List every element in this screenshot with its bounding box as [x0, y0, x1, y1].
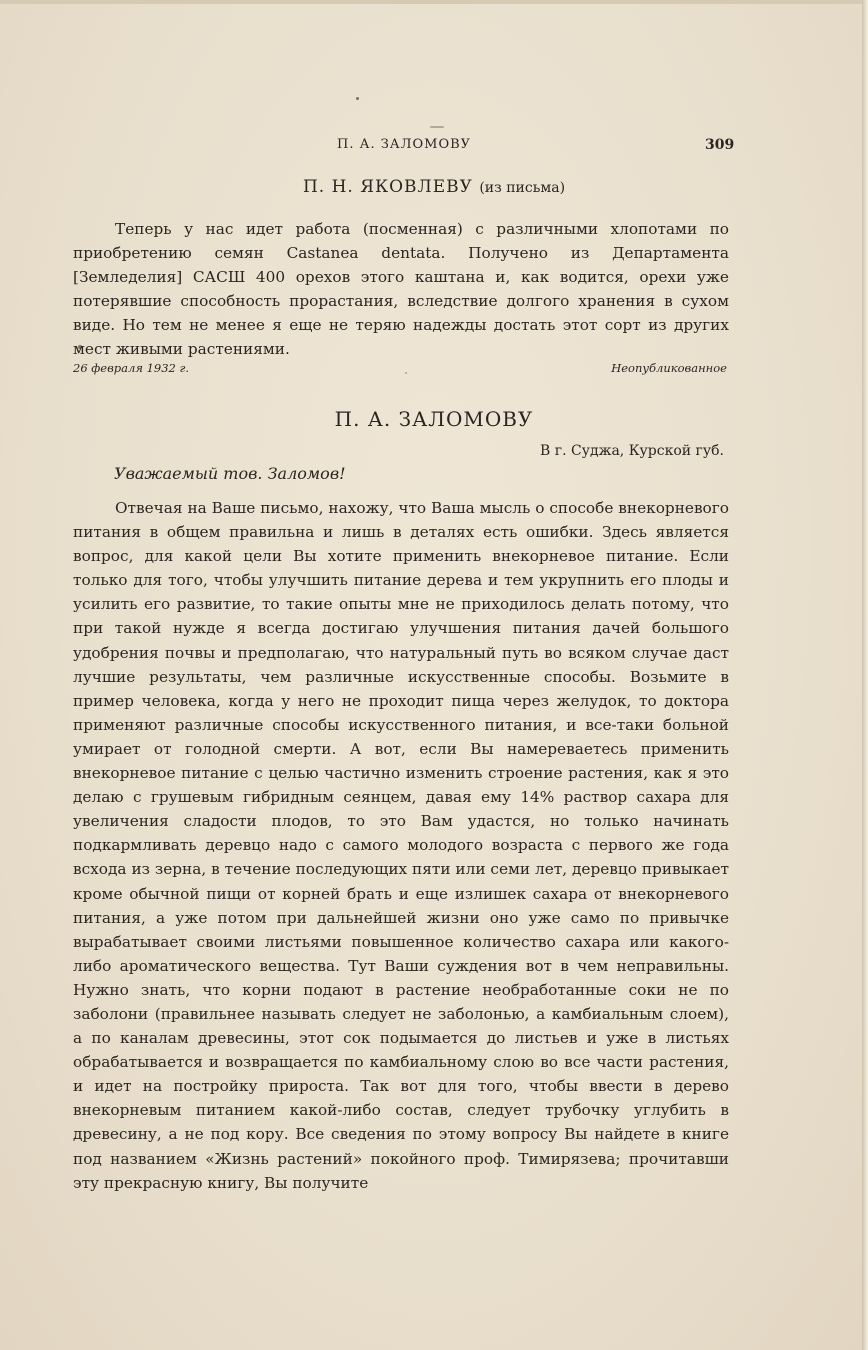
page-number: 309 [705, 137, 735, 153]
letter1-meta [73, 361, 727, 379]
letter1-date: 26 февраля 1932 г. [73, 361, 189, 375]
letter2-address: В г. Суджа, Курской губ. [540, 443, 724, 459]
ink-speck [356, 97, 359, 100]
letter1-publication-status: Неопубликованное [611, 361, 727, 375]
letter1-body: Теперь у нас идет работа (посменная) с различными хлопотами по приобретению семян Castanea dentata. Получено из Департамента [Земледелия] САСШ 400 орехов этого каштана и, как водится, орехи уже потерявшие способность прорастания, вследствие долгого хранения в сухом виде. Но тем не менее я еще не теряю надежды достать этот сорт из других мест живыми растениями. [73, 220, 729, 359]
letter2-salutation: Уважаемый тов. Заломов! [114, 464, 346, 483]
running-head [0, 137, 868, 157]
letter1-heading [0, 177, 868, 197]
page-right-edge [862, 0, 868, 1350]
page-top-edge [0, 0, 868, 4]
letter1-heading-note: (из письма) [479, 180, 566, 196]
running-title: П. А. ЗАЛОМОВУ [337, 137, 472, 152]
ink-speck [430, 126, 444, 128]
letter1-recipient: П. Н. ЯКОВЛЕВУ [302, 177, 473, 197]
letter2-body: Отвечая на Ваше письмо, нахожу, что Ваша мысль о способе внекорневого питания в общем правильна и лишь в деталях есть ошибки. Здесь является вопрос, для какой цели Вы хотите применить внекорневое питание. Если только для того, чтобы улучшить питание дерева и тем укрупнить его плоды и усилить его развитие, то такие опыты мне не приходилось делать потому, что при такой нужде я всегда достигаю улучшения питания дачей большого удобрения почвы и предполагаю, что натуральный путь во всяком случае даст лучшие результаты, чем различные искусственные способы. Возьмите в пример человека, когда у него не проходит пища через желудок, то доктора применяют различные способы искусственного питания, и все-таки больной умирает от голодной смерти. А вот, если Вы намереваетесь применить внекорневое питание с целью частично изменить строение растения, как я это делаю с грушевым гибридным сеянцем, давая ему 14% раствор сахара для увеличения сладости плодов, то это Вам удастся, но только начинать подкармливать деревцо надо с самого молодого возраста с первого же года всхода из зерна, в течение последующих пяти или семи лет, деревцо привыкает кроме обычной пищи от корней брать и еще излишек сахара от внекорневого питания, а уже потом при дальнейшей жизни оно уже само по привычке вырабатывает своими листьями повышенное количество сахара или какого-либо ароматического вещества. Тут Ваши суждения вот в чем неправильны. Нужно знать, что корни подают в растение необработанные соки не по заболони (правильнее называть следует не заболонью, а камбиальным слоем), а по каналам древесины, этот сок подымается до листьев и уже в листьях обрабатывается и возвращается по камбиальному слою во все части растения, и идет на постройку прироста. Так вот для того, чтобы ввести в дерево внекорневым питанием какой-либо состав, следует трубочку углубить в древесину, а не под кору. Все сведения по этому вопросу Вы найдете в книге под названием «Жизнь растений» покойного проф. Тимирязева; прочитавши эту прекрасную книгу, Вы получите [73, 499, 729, 1192]
letter2-heading: П. А. ЗАЛОМОВУ [334, 407, 534, 431]
